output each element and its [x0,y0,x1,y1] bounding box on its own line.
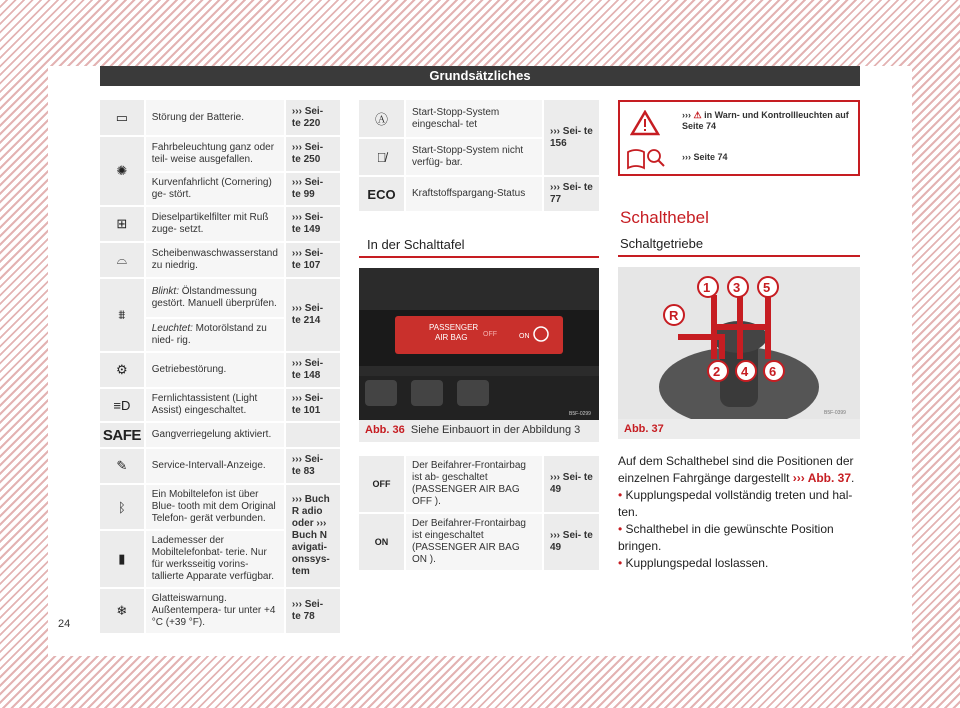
ref-text: Sei- te 156 [550,125,593,149]
panel-label-airbag: AIR BAG [435,333,468,342]
warning-lights-table-2 [359,100,599,213]
ref-arrow: ››› [291,599,302,610]
ref-arrow: ››› [550,530,560,541]
ref-text: Sei- te 99 [291,177,324,200]
ref-text: Sei- te 107 [291,248,324,271]
figure-number: Abb. 36 [365,424,405,436]
row-text: Der Beifahrer-Frontairbag ist eingeschaltet (PASSENGER AIR BAG ON ). [405,513,543,571]
table-row [100,388,340,422]
ref-arrow: ››› [550,182,560,193]
page-number: 24 [58,618,71,630]
ref-arrow: ››› [291,105,302,117]
panel-on-label: ON [519,333,530,340]
diesel-particle-filter-icon: ⊞ [116,216,128,231]
figure-code: B5F-0399 [824,410,846,416]
ref-text: Sei- te 77 [550,182,593,205]
ref-text: Sei- te 250 [291,142,324,165]
figure-caption [618,419,860,439]
phone-battery-icon: ▮ [118,551,126,566]
warn-ref-2[interactable] [682,152,728,162]
eco-icon: ECO [367,186,396,202]
ref-arrow: ››› [291,303,302,314]
row-text: Störung der Batterie. [145,100,285,136]
ref-text: Sei- te 220 [291,105,324,129]
light-bulb-icon: ✺ [116,163,128,178]
table-row [100,484,340,530]
text-prefix: Leuchtet: [151,323,193,334]
ref-arrow: ››› [291,177,302,188]
row-text: Start-Stopp-System nicht verfüg- bar. [405,138,543,176]
caption-text: Siehe Einbauort in der Abbildung 3 [410,424,581,436]
row-text: Scheibenwaschwasserstand zu niedrig. [145,242,285,278]
airbag-on-icon: ON [374,536,389,547]
ref-text: Sei- te 148 [291,358,324,381]
table-row [100,206,340,242]
figure-link-text: Abb. 37 [807,471,852,485]
gear-label-2: 2 [713,364,721,379]
list-item [618,487,860,521]
page-ref[interactable] [543,100,599,176]
page-ref[interactable] [285,352,340,388]
ref-text: Sei- te 83 [291,454,324,477]
ref-arrow: ››› [682,110,691,120]
row-text: Start-Stopp-System eingeschal- tet [405,100,543,138]
ref-arrow: ››› [550,125,560,137]
washer-fluid-icon: ⌓ [116,252,128,267]
table-row [100,242,340,278]
battery-icon: ▭ [115,109,129,125]
list-item [618,521,860,555]
text-prefix: Blinkt: [151,286,179,297]
ref-arrow: ››› [291,358,302,369]
bullet-icon: • [618,488,623,502]
ice-warning-icon: ❄ [116,603,128,618]
warn-ref-1[interactable] [682,110,854,132]
running-header: Grundsätzliches [100,66,860,86]
airbag-off-icon: OFF [372,478,391,489]
text-body: Motorölstand zu nied- rig. [151,323,267,346]
page-ref-empty [285,422,340,448]
chapter-title: Schalthebel [620,208,709,227]
row-text [145,318,285,352]
bullet-text: Schalthebel in die gewünschte Position bringen. [618,522,834,553]
page-ref[interactable] [285,588,340,634]
row-text: Kraftstoffspargang-Status [405,176,543,212]
row-text: Gangverriegelung aktiviert. [145,422,285,448]
table-row [100,422,340,448]
column-right [618,100,860,572]
start-stop-unavailable-icon: Ⓐ̸ [376,149,387,165]
list-item [618,555,860,572]
ref-arrow: ››› [291,454,302,465]
gear-label-6: 6 [769,364,777,379]
bullet-icon: • [618,522,623,536]
bullet-icon: • [618,556,623,570]
safe-lock-icon: SAFE [102,426,141,444]
ref-arrow: ››› [291,142,302,153]
page-ref[interactable] [285,172,340,206]
wrench-icon: ✎ [116,458,128,473]
ref-text: Sei- te 149 [291,212,324,235]
page-ref[interactable] [285,484,340,588]
airbag-table [359,456,599,572]
gear-label-1: 1 [703,280,711,295]
row-text: Lademesser der Mobiltelefonbat- terie. Nur für werksseitig vorins- tallierte Apparate verfügbar. [145,530,285,588]
warning-triangle-icon [630,110,660,136]
warn-ref-text: Seite 74 [693,152,728,162]
row-text: Dieselpartikelfilter mit Ruß zuge- setzt. [145,206,285,242]
ref-text: Sei- te 78 [291,599,324,622]
table-row [359,176,599,212]
gearbox-fault-icon: ⚙ [116,362,128,377]
air-recirculation-button [411,380,443,406]
page-ref[interactable] [285,278,340,352]
page-ref[interactable] [543,456,599,513]
ref-arrow: ››› [291,393,302,404]
table-row [100,588,340,634]
intro-paragraph: Auf dem Schalthebel sind die Positionen der einzelnen Fahrgänge dargestellt ››› Abb. 37. [618,454,855,485]
page-ref[interactable] [285,206,340,242]
row-text: Der Beifahrer-Frontairbag ist ab- geschaltet (PASSENGER AIR BAG OFF ). [405,456,543,513]
panel-label-passenger: PASSENGER [429,323,479,332]
ref-arrow: ››› [291,248,302,259]
seat-heating-button [365,380,397,406]
row-text [145,278,285,318]
section-title-schalttafel: In der Schalttafel [359,237,599,258]
panel-off-label: OFF [483,331,497,338]
row-text: Fernlichtassistent (Light Assist) eingeschaltet. [145,388,285,422]
table-row [359,513,599,571]
table-row [359,100,599,138]
figure-37 [618,267,860,439]
figure-code: B5F-0299 [569,411,591,417]
row-text: Fahrbeleuchtung ganz oder teil- weise ausgefallen. [145,136,285,172]
seat-heating-right-button [457,380,489,406]
gear-label-3: 3 [733,280,741,295]
row-text: Ein Mobiltelefon ist über Blue- tooth mit dem Original Telefon- gerät verbunden. [145,484,285,530]
bullet-text: Kupplungspedal vollständig treten und hal- ten. [618,488,853,519]
figure-number: Abb. 37 [624,423,664,435]
intro-text: Auf dem Schalthebel sind die Positionen der einzelnen Fahrgänge dargestellt [618,454,854,485]
start-stop-icon: Ⓐ [374,112,388,127]
small-warning-icon: ⚠ [693,110,702,120]
oil-level-icon: ⩩ [118,307,126,322]
figure-36 [359,268,599,442]
ref-arrow: ››› [291,212,302,223]
table-row [100,100,340,136]
page-ref[interactable] [543,176,599,212]
bullet-text: Kupplungspedal loslassen. [625,556,769,570]
section-title-schaltgetriebe: Schaltgetriebe [618,236,860,257]
light-assist-icon: ≡D [113,397,131,413]
read-manual-icon [626,146,666,170]
ref-text: Sei- te 214 [291,303,324,326]
ref-arrow: ››› [682,152,691,162]
gear-label-5: 5 [763,280,771,295]
figure-link[interactable] [793,471,851,485]
warn-ref-text: in Warn- und Kontrollleuchten auf Seite 74 [682,110,849,131]
row-text: Service-Intervall-Anzeige. [145,448,285,484]
gear-label-4: 4 [741,364,749,379]
page-ref[interactable] [285,136,340,172]
row-text: Getriebestörung. [145,352,285,388]
ref-arrow: ››› [291,494,302,505]
table-row [100,352,340,388]
dashboard-panel-illustration [359,268,599,420]
page-ref[interactable] [543,513,599,571]
gear-lever-illustration [618,267,860,419]
warning-lights-table-1 [100,100,340,635]
page-ref[interactable] [285,100,340,136]
text-body: Ölstandmessung gestört. Manuell überprüfen. [151,286,277,309]
table-row [100,448,340,484]
figure-caption [359,420,599,440]
page-ref[interactable] [285,448,340,484]
gear-label-r: R [669,308,679,323]
row-text: Glatteiswarnung. Außentempera- tur unter +4 °C (+39 °F). [145,588,285,634]
ref-text: Sei- te 49 [550,472,593,495]
ref-text: Sei- te 101 [291,393,324,416]
bluetooth-icon: ᛒ [117,499,126,515]
ref-text: Sei- te 49 [550,530,593,553]
page-ref[interactable] [285,242,340,278]
ref-text: Buch R adio oder ››› Buch N avigati- onssys- tem [291,494,330,577]
ref-arrow: ››› [550,472,560,483]
warning-reference-box [618,100,860,176]
row-text: Kurvenfahrlicht (Cornering) ge- stört. [145,172,285,206]
table-row [359,456,599,513]
table-row [100,278,340,318]
column-middle [359,100,599,572]
table-row [100,136,340,172]
ref-arrow: ››› [792,471,805,485]
page-ref[interactable] [285,388,340,422]
